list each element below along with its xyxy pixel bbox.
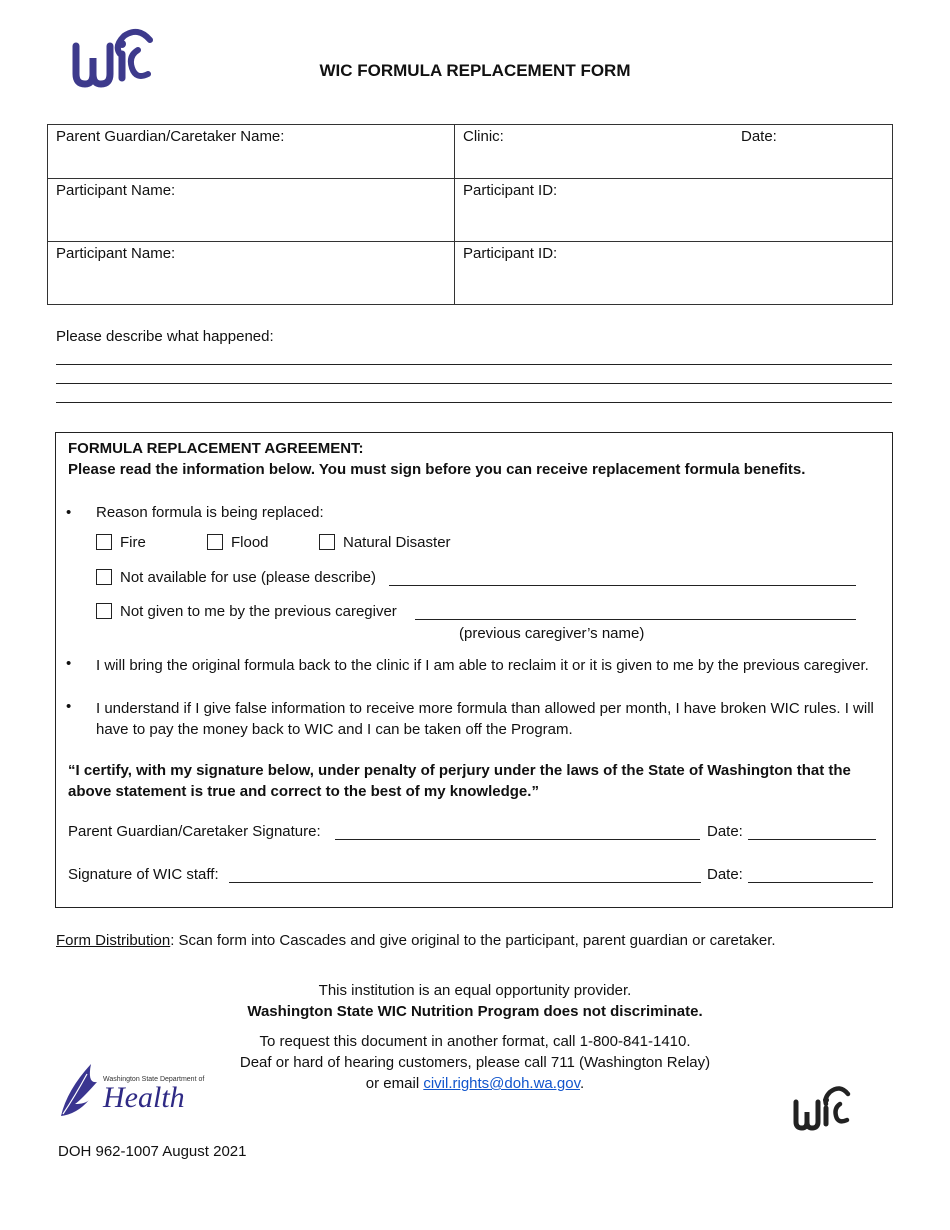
participant-name-label: Participant Name: <box>56 245 176 262</box>
bullet-icon: • <box>66 655 72 672</box>
describe-line[interactable] <box>56 364 892 365</box>
parent-signature-date-label: Date: <box>707 823 743 840</box>
participant-id-label: Participant ID: <box>463 182 558 199</box>
staff-signature-date-label: Date: <box>707 866 743 883</box>
doh-health-logo <box>57 1060 205 1118</box>
wic-logo-small <box>792 1080 852 1132</box>
alt-format-request: To request this document in another format, call 1-800-841-1410. <box>259 1033 691 1050</box>
parent-name-label: Parent Guardian/Caretaker Name: <box>56 128 285 145</box>
option-flood[interactable] <box>207 534 269 551</box>
not-available-checkbox[interactable] <box>96 569 112 585</box>
describe-line[interactable] <box>56 402 892 403</box>
describe-line[interactable] <box>56 383 892 384</box>
certify-statement: “I certify, with my signature below, under penalty of perjury under the laws of the State of Washington that the above statement is true and correct to the best of my knowledge.” <box>68 762 851 800</box>
email-prefix: or email <box>365 1075 424 1092</box>
agreement-subheading: Please read the information below. You must sign before you can receive replacement formula benefits. <box>68 461 806 478</box>
not-available-description-line[interactable] <box>389 571 856 586</box>
option-fire[interactable] <box>96 534 146 551</box>
disaster-label: Natural Disaster <box>343 534 451 551</box>
caregiver-name-line[interactable] <box>415 605 856 620</box>
reason-label: Reason formula is being replaced: <box>96 504 324 521</box>
form-distribution <box>56 932 776 949</box>
option-not-available[interactable] <box>96 569 376 586</box>
option-natural-disaster[interactable] <box>319 534 451 551</box>
staff-signature-label: Signature of WIC staff: <box>68 866 219 883</box>
staff-signature-line[interactable] <box>229 868 701 883</box>
doh-health-text: Health <box>103 1081 185 1114</box>
fire-label: Fire <box>120 534 146 551</box>
caregiver-caption: (previous caregiver’s name) <box>459 625 645 642</box>
staff-signature-date-line[interactable] <box>748 868 873 883</box>
bullet-false-info-text: I understand if I give false information to receive more formula than allowed per month, I have broken WIC rules. I will have to pay the money back to WIC and I can be taken off the Program. <box>96 700 874 738</box>
flood-label: Flood <box>231 534 269 551</box>
relay-info: Deaf or hard of hearing customers, please call 711 (Washington Relay) <box>239 1054 711 1071</box>
date-label: Date: <box>741 128 777 145</box>
bullet-icon: • <box>66 698 72 715</box>
clinic-label: Clinic: <box>463 128 504 145</box>
doh-small-text: Washington State Department of <box>103 1076 205 1083</box>
document-number: DOH 962-1007 August 2021 <box>58 1143 247 1160</box>
bullet-reclaim-text: I will bring the original formula back to the clinic if I am able to reclaim it or it is given to me by the previous caregiver. <box>96 657 869 674</box>
parent-signature-label: Parent Guardian/Caretaker Signature: <box>68 823 321 840</box>
disaster-checkbox[interactable] <box>319 534 335 550</box>
flood-checkbox[interactable] <box>207 534 223 550</box>
bullet-icon: • <box>66 504 72 521</box>
equal-opportunity: This institution is an equal opportunity provider. <box>318 982 632 999</box>
email-suffix: . <box>580 1075 585 1092</box>
not-given-label: Not given to me by the previous caregiver <box>120 603 397 620</box>
not-given-checkbox[interactable] <box>96 603 112 619</box>
email-link[interactable]: civil.rights@doh.wa.gov <box>423 1075 581 1092</box>
participant-id-label: Participant ID: <box>463 245 558 262</box>
info-table <box>47 124 893 305</box>
option-not-given[interactable] <box>96 603 397 620</box>
describe-label: Please describe what happened: <box>56 328 274 345</box>
parent-signature-date-line[interactable] <box>748 825 876 840</box>
distribution-text: : Scan form into Cascades and give original to the participant, parent guardian or caretaker. <box>170 932 776 949</box>
participant-name-label: Participant Name: <box>56 182 176 199</box>
nondiscrimination: Washington State WIC Nutrition Program does not discriminate. <box>247 1003 703 1020</box>
distribution-label: Form Distribution <box>56 932 171 949</box>
parent-signature-line[interactable] <box>335 825 700 840</box>
not-available-label: Not available for use (please describe) <box>120 569 376 586</box>
feather-icon <box>57 1060 103 1118</box>
fire-checkbox[interactable] <box>96 534 112 550</box>
page-title: WIC FORMULA REPLACEMENT FORM <box>319 61 631 80</box>
agreement-heading: FORMULA REPLACEMENT AGREEMENT: <box>68 440 364 457</box>
